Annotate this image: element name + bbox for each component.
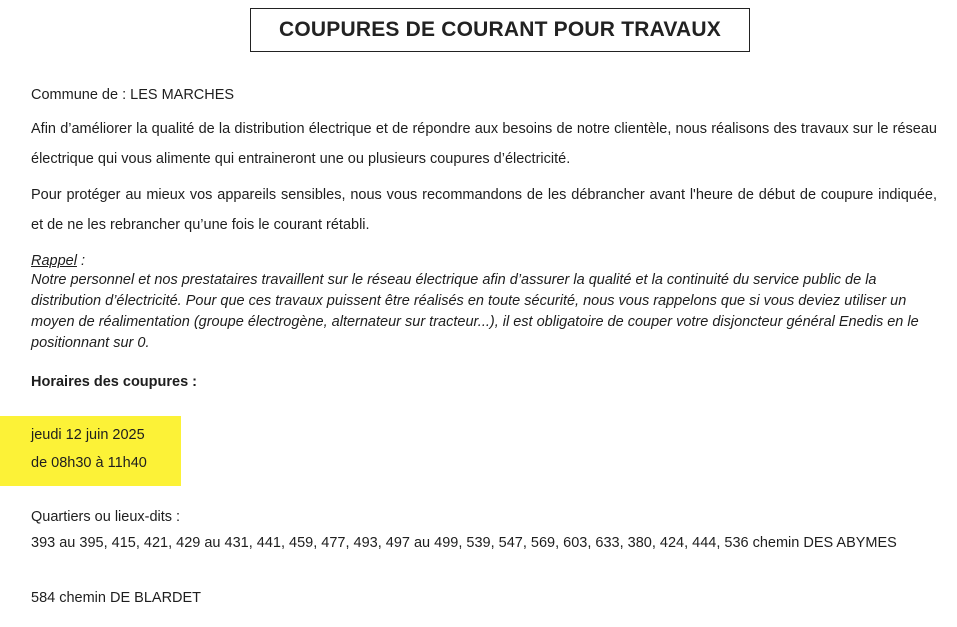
document-title: COUPURES DE COURANT POUR TRAVAUX [279,18,721,41]
quartiers-label: Quartiers ou lieux-dits : [31,509,181,525]
commune-line: Commune de : LES MARCHES [31,87,235,103]
horaires-label: Horaires des coupures : [31,374,197,390]
intro-paragraph: Afin d’améliorer la qualité de la distribution électrique et de répondre aux besoins de notre clientèle, nous réalisons des travaux sur le réseau électrique qui vous alimente qui entraineront une ou plusieurs coupures d’électricité. [31,121,937,167]
street-list-blardet: 584 chemin DE BLARDET [31,590,202,606]
schedule-date: jeudi 12 juin 2025 [31,427,145,443]
rappel-colon: : [76,253,86,269]
street-list-abymes: 393 au 395, 415, 421, 429 au 431, 441, 459, 477, 493, 497 au 499, 539, 547, 569, 603, 633, 380, 424, 444, 536 chemin DES ABYMES [31,535,897,551]
rappel-label: Rappel [31,253,77,269]
rappel-heading [31,252,85,270]
advice-paragraph: Pour protéger au mieux vos appareils sensibles, nous vous recommandons de les débrancher avant l'heure de début de coupure indiquée, et de ne les rebrancher qu’une fois le courant rétabli. [31,187,937,233]
title-box [250,8,750,52]
rappel-text: Notre personnel et nos prestataires travaillent sur le réseau électrique afin d’assurer la qualité et la continuité du service public de la distribution d’électricité. Pour que ces travaux puissent être réalisés en toute sécurité, nous vous rappelons que si vous deviez utiliser un moyen de réalimentation (groupe électrogène, alternateur sur tracteur...), il est obligatoire de couper votre disjoncteur général Enedis en le positionnant sur 0. [31,272,919,351]
schedule-time: de 08h30 à 11h40 [31,455,147,471]
